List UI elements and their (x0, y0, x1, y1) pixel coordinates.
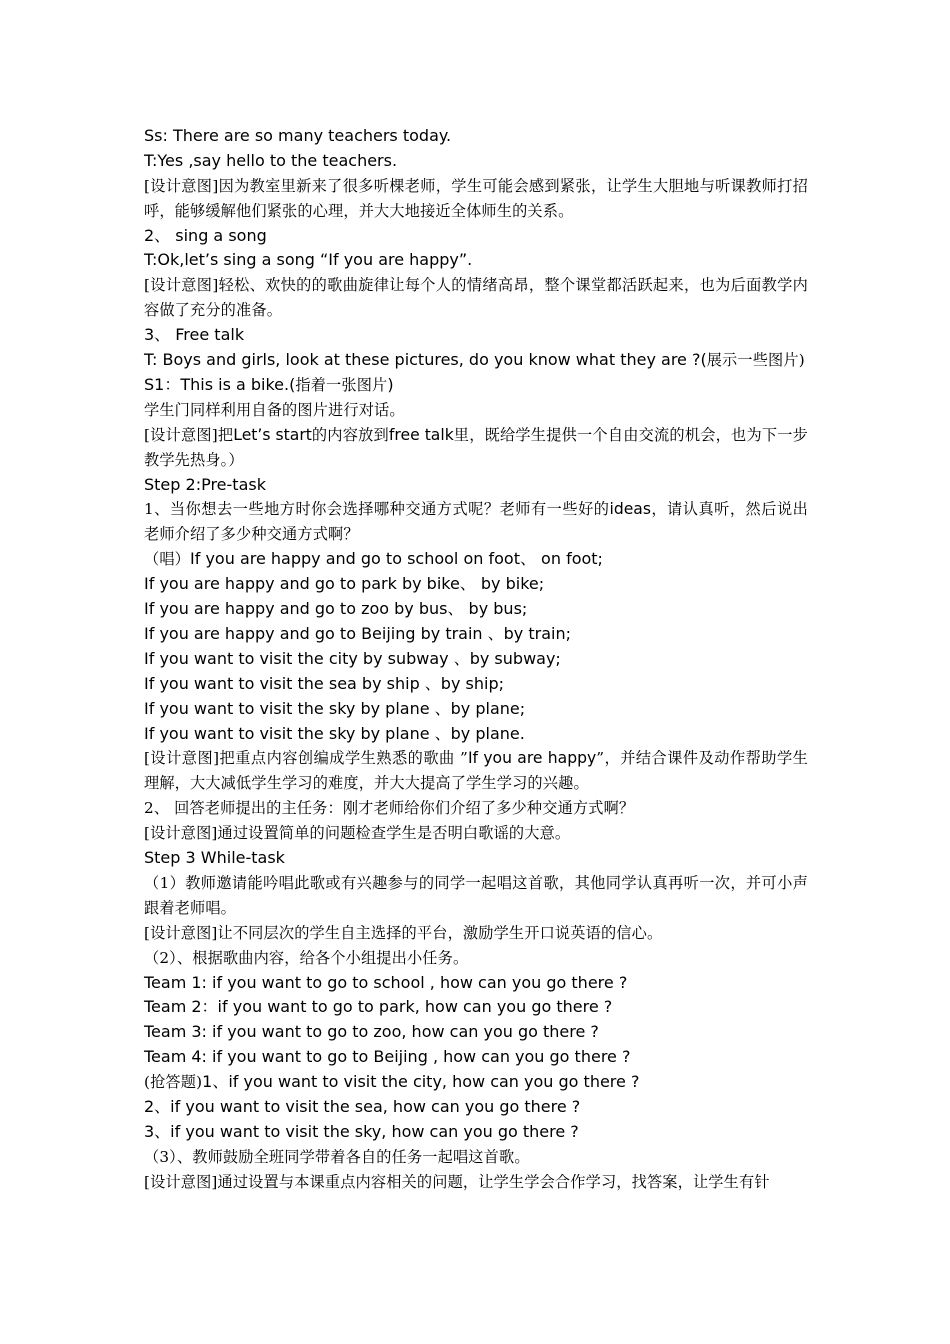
note-text: ”，并结合课件及动作帮助学生理解，大大减低学生学习的难度，并大大提高了学生学习的兴趣。 (144, 749, 808, 793)
task-text: （2）、根据歌曲内容，给各个小组提出小任务。 (144, 948, 469, 967)
task-text-part: 1、当你想去一些地方时你会选择哪种交通方式呢？老师有一些好的 (144, 500, 610, 519)
song-marker: （唱） (144, 550, 191, 569)
song-line: If you are happy and go to Beijing by train 、by train; (144, 623, 571, 643)
song-line: If you are happy and go to zoo by bus、 by bus; (144, 599, 528, 619)
dialogue-text: T: Boys and girls, look at these pictures, do you know what they are ?( (144, 350, 707, 370)
design-intent-note: [设计意图]因为教室里新来了很多听棵老师，学生可能会感到紧张，让学生大胆地与听课教师打招呼，能够缓解他们紧张的心理，并大大地接近全体师生的关系。 (144, 176, 808, 220)
dialogue-line: T:Yes ,say hello to the teachers. (144, 150, 398, 170)
dialogue-text: S1：This is a bike.( (144, 374, 296, 394)
dialogue-line: Ss: There are so many teachers today. (144, 126, 452, 145)
dialogue-line: T:Ok,let’s sing a song “If you are happy”. (144, 250, 473, 270)
section-heading: 2、 sing a song (144, 225, 267, 245)
design-intent-note: [设计意图]通过设置与本课重点内容相关的问题，让学生学会合作学习，找答案，让学生有针 (144, 1172, 770, 1191)
task-term: ideas (609, 500, 651, 519)
song-line: If you are happy and go to park by bike、 by bike; (144, 574, 545, 594)
dialogue-line (144, 348, 808, 373)
song-line: If you want to visit the sky by plane 、by plane; (144, 698, 526, 718)
song-line: If you want to visit the sea by ship 、by ship; (144, 673, 504, 693)
quiz-question: 3、if you want to visit the sky, how can you go there ? (144, 1121, 579, 1141)
task-text-part: ，请认真听，然后说出老师介绍了多少种交通方式啊？ (144, 500, 809, 544)
section-heading: 3、 Free talk (144, 325, 245, 345)
song-text: If you are happy and go to school on foot、 on foot; (190, 549, 603, 569)
dialogue-text: ) (387, 374, 394, 394)
design-intent-note (144, 423, 808, 473)
team-task: Team 1: if you want to go to school , how can you go there ? (144, 972, 628, 992)
design-intent-note: [设计意图]通过设置简单的问题检查学生是否明白歌谣的大意。 (144, 824, 571, 843)
dialogue-note: 展示一些图片) (706, 351, 805, 370)
song-line (144, 547, 808, 572)
team-task: Team 2：if you want to go to park, how can you go there ? (144, 997, 613, 1017)
note-term: If you are happy (467, 749, 597, 768)
note-text: [设计意图]把 (144, 425, 234, 444)
task-text: 2、 回答老师提出的主任务：刚才老师给你们介绍了多少种交通方式啊？ (144, 799, 635, 818)
quiz-question: 2、if you want to visit the sea, how can you go there ? (144, 1097, 581, 1117)
song-line: If you want to visit the sky by plane 、by plane. (144, 723, 525, 743)
note-term: free talk (388, 425, 454, 444)
task-text (144, 497, 808, 547)
dialogue-note: 指着一张图片 (295, 375, 388, 394)
quiz-question (144, 1070, 808, 1095)
task-text: （1）教师邀请能吟唱此歌或有兴趣参与的同学一起唱这首歌，其他同学认真再听一次，并可小声跟着老师唱。 (144, 873, 808, 917)
song-line: If you want to visit the city by subway 、by subway; (144, 648, 561, 668)
dialogue-line (144, 373, 808, 398)
design-intent-note: [设计意图]轻松、欢快的的歌曲旋律让每个人的情绪高昂，整个课堂都活跃起来，也为后面教学内容做了充分的准备。 (144, 276, 808, 320)
team-task: Team 3: if you want to go to zoo, how can you go there ? (144, 1022, 599, 1042)
design-intent-note: [设计意图]让不同层次的学生自主选择的平台，激励学生开口说英语的信心。 (144, 923, 663, 942)
step-heading: Step 2:Pre-task (144, 474, 266, 494)
text-line: 学生门同样利用自备的图片进行对话。 (144, 400, 405, 419)
document-body (144, 124, 808, 1195)
note-text: 里，既给学生提供一个自由交流的机会，也为下一步教学先热身。） (144, 425, 808, 469)
task-text: （3）、教师鼓励全班同学带着各自的任务一起唱这首歌。 (144, 1147, 530, 1166)
team-task: Team 4: if you want to go to Beijing , how can you go there ? (144, 1047, 631, 1067)
note-text: 的内容放到 (311, 425, 389, 444)
design-intent-note (144, 746, 808, 796)
quiz-label: (抢答题) (144, 1073, 203, 1092)
note-text: [设计意图]把重点内容创编成学生熟悉的歌曲 ” (144, 749, 468, 768)
note-term: Let’s start (233, 425, 312, 444)
quiz-text: 1、if you want to visit the city, how can you go there ? (202, 1072, 640, 1092)
step-heading: Step 3 While-task (144, 848, 285, 868)
